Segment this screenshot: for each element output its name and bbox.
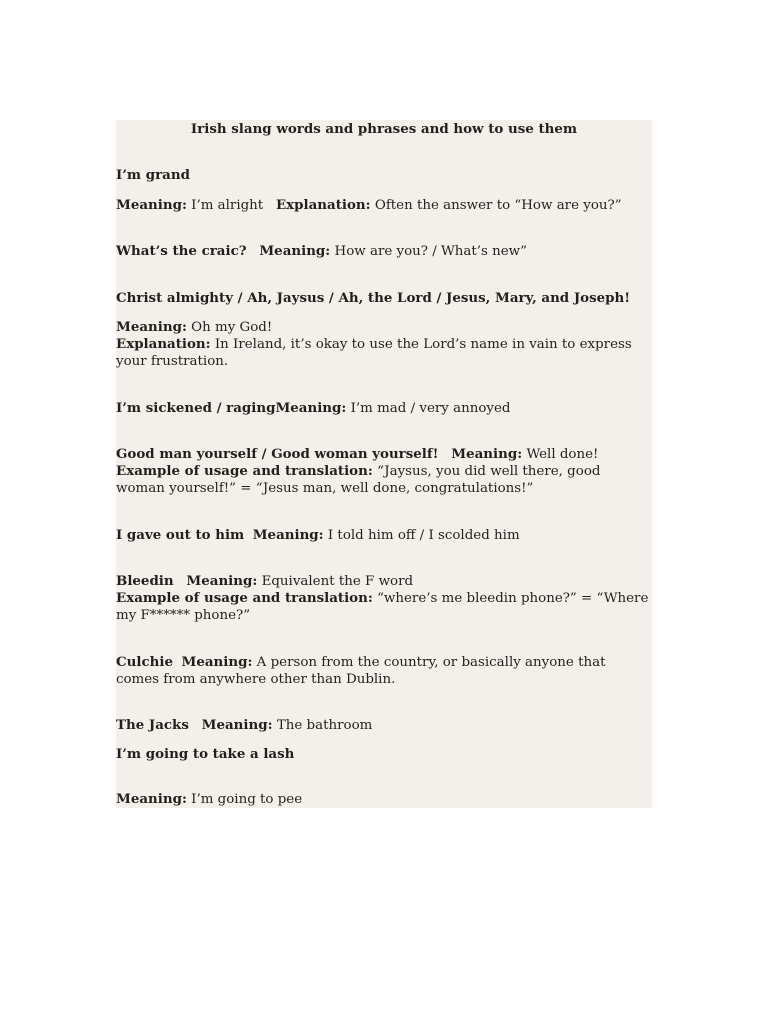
entry-term: I’m grand	[116, 167, 190, 183]
entry-meaning-line: Meaning: Oh my God!	[116, 319, 273, 335]
entry-term: I’m going to take a lash	[116, 746, 295, 762]
entry-explanation: Explanation: In Ireland, it’s okay to use the Lord’s name in vain to express your frustration.	[116, 336, 632, 369]
entry-meaning-line: Meaning: I’m going to pee	[116, 791, 303, 807]
entry-line: I gave out to him Meaning: I told him off / I scolded him	[116, 527, 520, 543]
entry-line: The Jacks Meaning: The bathroom	[116, 717, 373, 733]
entry-line: Culchie Meaning: A person from the country, or basically anyone that comes from anywhere other than Dublin.	[116, 654, 606, 687]
entry-line: What’s the craic? Meaning: How are you? / What’s new”	[116, 243, 527, 259]
entry-meaning-line: Meaning: I’m alright Explanation: Often the answer to “How are you?”	[116, 197, 622, 213]
entry-example: Example of usage and translation: “where’s me bleedin phone?” = “Where my F****** phone?”	[116, 590, 649, 623]
entry-line: I’m sickened / ragingMeaning: I’m mad / very annoyed	[116, 400, 511, 416]
entry-example: Example of usage and translation: “Jaysus, you did well there, good woman yourself!” = “Jesus man, well done, congratulations!”	[116, 463, 601, 496]
document-title: Irish slang words and phrases and how to use them	[190, 121, 578, 137]
entry-term: Christ almighty / Ah, Jaysus / Ah, the Lord / Jesus, Mary, and Joseph!	[116, 290, 631, 306]
entry-line: Good man yourself / Good woman yourself! Meaning: Well done!	[116, 446, 599, 462]
entry-line: Bleedin Meaning: Equivalent the F word	[116, 573, 414, 589]
